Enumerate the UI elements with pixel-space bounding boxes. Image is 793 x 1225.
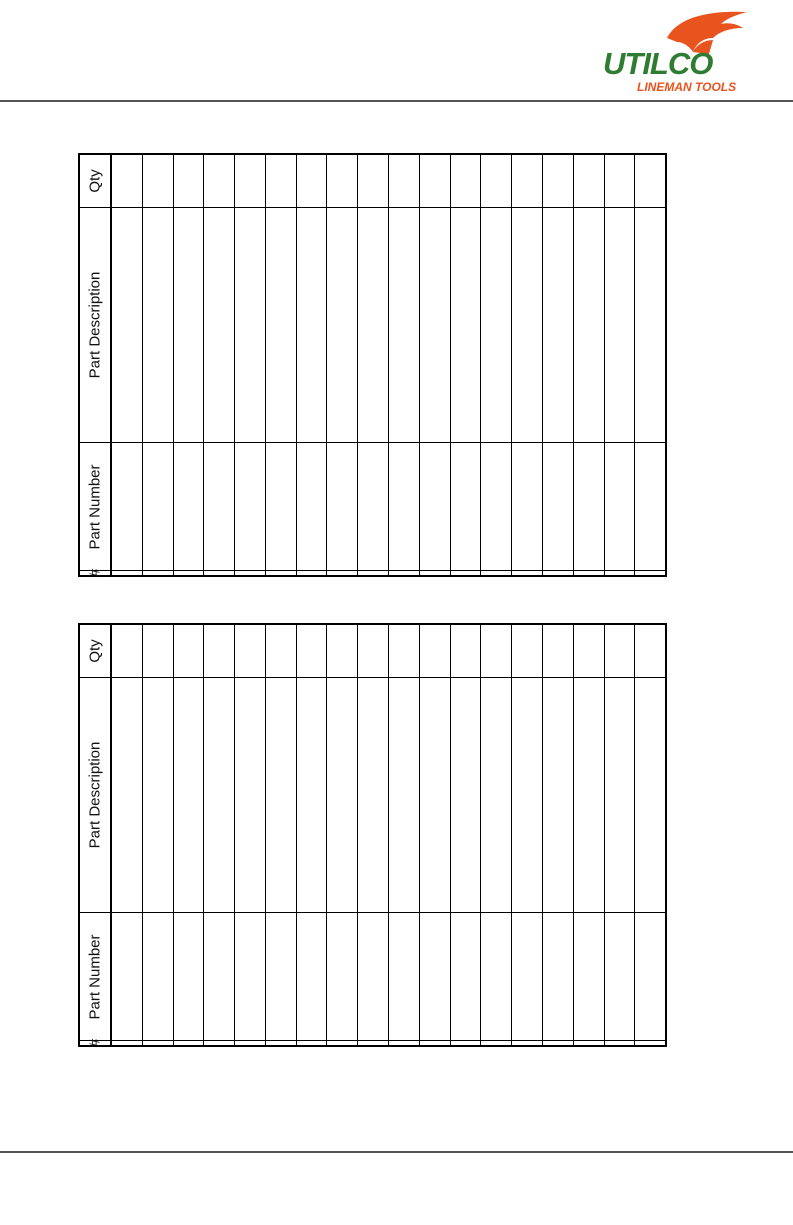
- part-description-cell[interactable]: [511, 678, 542, 912]
- index-cell[interactable]: [388, 571, 419, 575]
- part-description-cell[interactable]: [203, 208, 234, 442]
- bottom-rule: [0, 1151, 793, 1153]
- part-description-cell[interactable]: [234, 208, 265, 442]
- index-cell[interactable]: [326, 571, 357, 575]
- part-description-cell[interactable]: [111, 678, 142, 912]
- index-cell[interactable]: [573, 1041, 604, 1045]
- index-cell[interactable]: [542, 1041, 573, 1045]
- part-description-cell[interactable]: [357, 678, 388, 912]
- qty-cell[interactable]: [111, 155, 142, 207]
- qty-cell[interactable]: [326, 625, 357, 677]
- qty-cell[interactable]: [388, 625, 419, 677]
- part-description-cell[interactable]: [573, 208, 604, 442]
- qty-cell[interactable]: [542, 155, 573, 207]
- index-cell[interactable]: [450, 1041, 481, 1045]
- part-description-cell[interactable]: [203, 678, 234, 912]
- qty-cell[interactable]: [388, 155, 419, 207]
- index-cell[interactable]: [234, 1041, 265, 1045]
- index-cell[interactable]: [296, 571, 327, 575]
- qty-column: [80, 155, 665, 208]
- index-cell[interactable]: [511, 571, 542, 575]
- qty-cell[interactable]: [173, 625, 204, 677]
- part-number-cell[interactable]: [573, 913, 604, 1040]
- part-description-cell[interactable]: [111, 208, 142, 442]
- qty-cell[interactable]: [203, 625, 234, 677]
- top-rule: [0, 100, 793, 102]
- part-number-cell[interactable]: [604, 443, 635, 570]
- part-number-column: [80, 443, 665, 571]
- index-cell[interactable]: [480, 571, 511, 575]
- part-number-cell[interactable]: [542, 913, 573, 1040]
- qty-cell[interactable]: [296, 155, 327, 207]
- qty-cell[interactable]: [573, 625, 604, 677]
- index-cell[interactable]: [604, 1041, 635, 1045]
- index-cell[interactable]: [203, 1041, 234, 1045]
- part-number-cell[interactable]: [634, 443, 665, 570]
- part-number-cell[interactable]: [357, 443, 388, 570]
- part-number-cell[interactable]: [326, 443, 357, 570]
- index-cell[interactable]: [203, 571, 234, 575]
- part-description-cell[interactable]: [480, 208, 511, 442]
- part-description-cell[interactable]: [604, 678, 635, 912]
- part-number-cell[interactable]: [419, 443, 450, 570]
- part-description-cell[interactable]: [634, 208, 665, 442]
- index-cell[interactable]: [388, 1041, 419, 1045]
- part-description-cell[interactable]: [573, 678, 604, 912]
- qty-cell[interactable]: [234, 155, 265, 207]
- part-number-cell[interactable]: [173, 913, 204, 1040]
- part-number-cell[interactable]: [388, 913, 419, 1040]
- qty-cell[interactable]: [634, 625, 665, 677]
- part-number-header: Part Number: [80, 913, 111, 1040]
- part-number-cell[interactable]: [542, 443, 573, 570]
- index-column: [80, 568, 665, 578]
- index-cell[interactable]: [357, 1041, 388, 1045]
- part-description-cell[interactable]: [388, 678, 419, 912]
- qty-cell[interactable]: [450, 155, 481, 207]
- part-number-column: [80, 913, 665, 1041]
- part-description-cell[interactable]: [173, 678, 204, 912]
- part-description-header: Part Description: [80, 678, 111, 912]
- qty-cell[interactable]: [265, 155, 296, 207]
- index-column: [80, 1038, 665, 1048]
- qty-cell[interactable]: [604, 155, 635, 207]
- part-description-cell[interactable]: [542, 678, 573, 912]
- part-description-cell[interactable]: [234, 678, 265, 912]
- qty-cell[interactable]: [511, 155, 542, 207]
- part-number-cell[interactable]: [634, 913, 665, 1040]
- part-description-cell[interactable]: [634, 678, 665, 912]
- qty-header: Qty: [80, 155, 111, 207]
- qty-cell[interactable]: [511, 625, 542, 677]
- part-description-cell[interactable]: [480, 678, 511, 912]
- part-number-cell[interactable]: [203, 913, 234, 1040]
- index-header: #: [80, 1041, 111, 1045]
- index-cell[interactable]: [511, 1041, 542, 1045]
- part-number-header: Part Number: [80, 443, 111, 570]
- qty-cell[interactable]: [450, 625, 481, 677]
- part-number-cell[interactable]: [234, 443, 265, 570]
- logo-wordmark: UTILCO: [603, 46, 713, 81]
- qty-cell[interactable]: [142, 155, 173, 207]
- index-cell[interactable]: [173, 571, 204, 575]
- part-description-cell[interactable]: [450, 678, 481, 912]
- part-number-cell[interactable]: [511, 913, 542, 1040]
- qty-cell[interactable]: [234, 625, 265, 677]
- logo-tagline: LINEMAN TOOLS: [637, 80, 737, 94]
- part-number-cell[interactable]: [388, 443, 419, 570]
- part-number-cell[interactable]: [265, 443, 296, 570]
- index-cell[interactable]: [265, 1041, 296, 1045]
- index-cell[interactable]: [419, 1041, 450, 1045]
- part-number-cell[interactable]: [480, 913, 511, 1040]
- part-description-cell[interactable]: [265, 208, 296, 442]
- part-number-cell[interactable]: [357, 913, 388, 1040]
- index-cell[interactable]: [419, 571, 450, 575]
- part-number-cell[interactable]: [511, 443, 542, 570]
- index-cell[interactable]: [173, 1041, 204, 1045]
- part-number-cell[interactable]: [265, 913, 296, 1040]
- part-description-cell[interactable]: [142, 208, 173, 442]
- part-description-cell[interactable]: [511, 208, 542, 442]
- part-description-cell[interactable]: [296, 678, 327, 912]
- index-cell[interactable]: [450, 571, 481, 575]
- part-description-cell[interactable]: [357, 208, 388, 442]
- qty-cell[interactable]: [480, 155, 511, 207]
- part-number-cell[interactable]: [111, 443, 142, 570]
- qty-header: Qty: [80, 625, 111, 677]
- part-number-cell[interactable]: [173, 443, 204, 570]
- index-cell[interactable]: [542, 571, 573, 575]
- index-cell[interactable]: [111, 1041, 142, 1045]
- qty-cell[interactable]: [265, 625, 296, 677]
- qty-cell[interactable]: [480, 625, 511, 677]
- qty-cell[interactable]: [573, 155, 604, 207]
- index-cell[interactable]: [604, 571, 635, 575]
- parts-table-2: [78, 623, 667, 1047]
- index-cell[interactable]: [234, 571, 265, 575]
- qty-cell[interactable]: [111, 625, 142, 677]
- index-cell[interactable]: [142, 571, 173, 575]
- qty-cell[interactable]: [296, 625, 327, 677]
- qty-cell[interactable]: [357, 625, 388, 677]
- part-number-cell[interactable]: [142, 443, 173, 570]
- index-cell[interactable]: [634, 1041, 665, 1045]
- part-description-cell[interactable]: [419, 208, 450, 442]
- part-description-cell[interactable]: [296, 208, 327, 442]
- index-header: #: [80, 571, 111, 575]
- part-description-cell[interactable]: [388, 208, 419, 442]
- part-number-cell[interactable]: [604, 913, 635, 1040]
- part-description-cell[interactable]: [450, 208, 481, 442]
- part-number-cell[interactable]: [419, 913, 450, 1040]
- qty-cell[interactable]: [357, 155, 388, 207]
- part-number-cell[interactable]: [142, 913, 173, 1040]
- part-number-cell[interactable]: [326, 913, 357, 1040]
- part-number-cell[interactable]: [296, 913, 327, 1040]
- index-cell[interactable]: [480, 1041, 511, 1045]
- index-cell[interactable]: [573, 571, 604, 575]
- part-description-cell[interactable]: [142, 678, 173, 912]
- part-number-cell[interactable]: [203, 443, 234, 570]
- part-description-cell[interactable]: [265, 678, 296, 912]
- qty-cell[interactable]: [542, 625, 573, 677]
- part-description-cell[interactable]: [326, 678, 357, 912]
- index-cell[interactable]: [296, 1041, 327, 1045]
- utilco-logo: [597, 8, 757, 96]
- part-description-column: [80, 678, 665, 913]
- qty-column: [80, 625, 665, 678]
- part-number-cell[interactable]: [480, 443, 511, 570]
- part-description-cell[interactable]: [604, 208, 635, 442]
- qty-cell[interactable]: [604, 625, 635, 677]
- part-description-cell[interactable]: [173, 208, 204, 442]
- qty-cell[interactable]: [203, 155, 234, 207]
- part-number-cell[interactable]: [450, 913, 481, 1040]
- index-cell[interactable]: [265, 571, 296, 575]
- index-cell[interactable]: [111, 571, 142, 575]
- part-number-cell[interactable]: [234, 913, 265, 1040]
- qty-cell[interactable]: [419, 625, 450, 677]
- part-number-cell[interactable]: [573, 443, 604, 570]
- part-number-cell[interactable]: [111, 913, 142, 1040]
- part-number-cell[interactable]: [296, 443, 327, 570]
- index-cell[interactable]: [634, 571, 665, 575]
- part-description-header: Part Description: [80, 208, 111, 442]
- qty-cell[interactable]: [634, 155, 665, 207]
- parts-table-1: [78, 153, 667, 577]
- part-description-cell[interactable]: [326, 208, 357, 442]
- part-number-cell[interactable]: [450, 443, 481, 570]
- part-description-column: [80, 208, 665, 443]
- part-description-cell[interactable]: [542, 208, 573, 442]
- qty-cell[interactable]: [142, 625, 173, 677]
- qty-cell[interactable]: [419, 155, 450, 207]
- qty-cell[interactable]: [326, 155, 357, 207]
- part-description-cell[interactable]: [419, 678, 450, 912]
- index-cell[interactable]: [142, 1041, 173, 1045]
- index-cell[interactable]: [326, 1041, 357, 1045]
- index-cell[interactable]: [357, 571, 388, 575]
- qty-cell[interactable]: [173, 155, 204, 207]
